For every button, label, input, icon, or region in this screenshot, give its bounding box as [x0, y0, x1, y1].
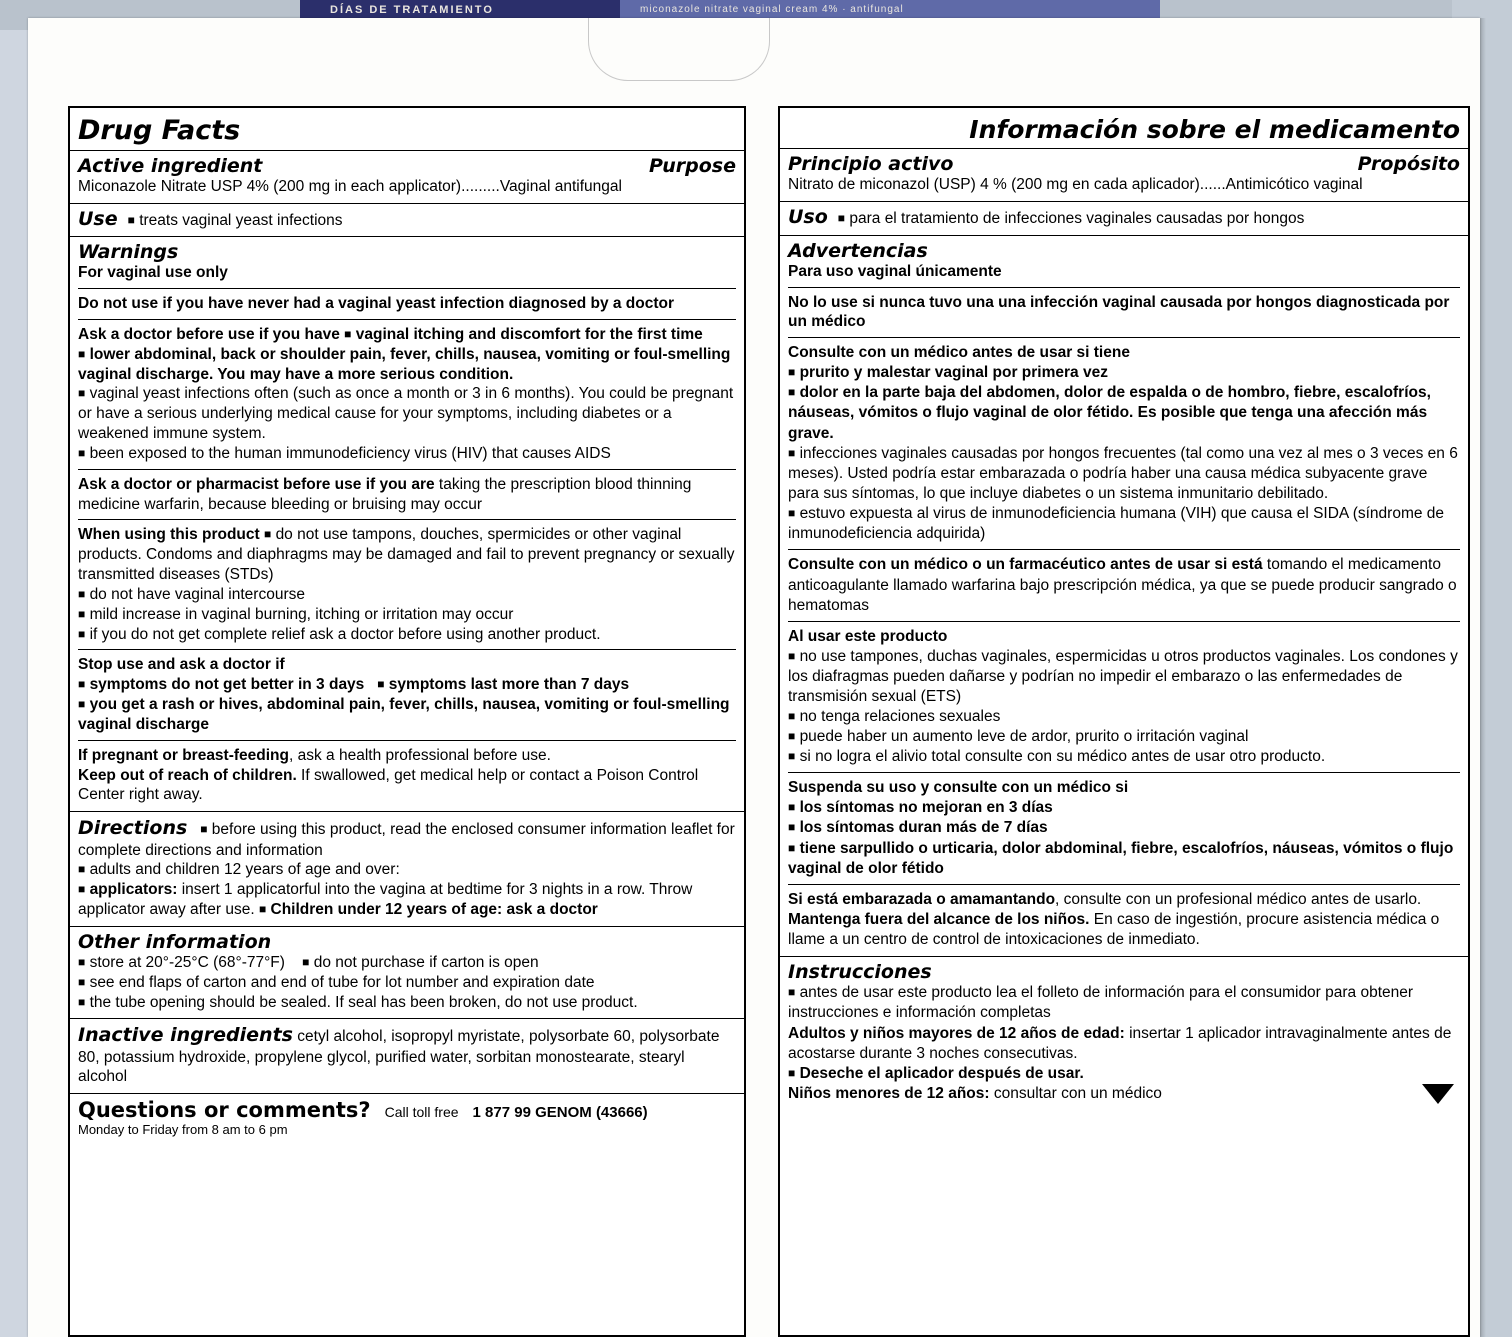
bullet-icon: ■ [344, 327, 352, 341]
bullet-icon: ■ [127, 212, 135, 227]
ask-doctor-heading-spanish: Consulte con un médico antes de usar si tiene [788, 344, 1130, 362]
stop-use-bullet-3: you get a rash or hives, abdominal pain, fever, chills, nausea, vomiting or foul-smelling vaginal discharge [78, 696, 730, 733]
bullet-icon: ■ [788, 820, 796, 835]
bullet-icon: ■ [78, 626, 86, 641]
directions-bullet-2: adults and children 12 years of age and over: [89, 861, 400, 879]
warnings-label-spanish: Advertencias [788, 239, 928, 262]
when-using-bullet-2: do not have vaginal intercourse [89, 585, 305, 603]
directions-discard-spanish: Deseche el aplicador después de usar. [799, 1064, 1084, 1082]
spanish-warnings-block [780, 236, 1468, 957]
stop-use-heading-spanish: Suspenda su uso y consulte con un médico si [788, 779, 1129, 797]
bullet-icon: ■ [78, 606, 86, 621]
ask-pharmacist-heading: Ask a doctor or pharmacist before use if you are [78, 475, 435, 493]
active-ingredient-label-spanish: Principio activo [788, 152, 954, 175]
questions-phone-number[interactable]: 1 877 99 GENOM (43666) [472, 1104, 648, 1122]
page-title: Drug Facts [78, 115, 241, 146]
active-ingredient-text: Miconazole Nitrate USP 4% (200 mg in each applicator).........Vaginal antifungal [78, 177, 622, 195]
bullet-icon: ■ [78, 954, 86, 969]
when-using-bullet-3-spanish: puede haber un aumento leve de ardor, prurito o irritación vaginal [799, 728, 1249, 746]
stop-use-bullet-2: symptoms last more than 7 days [388, 676, 630, 694]
when-using-bullet-1: do not use tampons, douches, spermicides or other vaginal products. Condoms and diaphragms may be damaged and fail to prevent pregnancy or sexually transmitted diseases (STDs) [78, 526, 735, 584]
pregnant-warning-bold-spanish: Si está embarazada o amamantando [788, 890, 1056, 908]
bullet-icon: ■ [78, 994, 86, 1009]
bullet-icon: ■ [788, 800, 796, 815]
ask-pharmacist-heading-spanish: Consulte con un médico o un farmacéutico antes de usar si está [788, 556, 1263, 574]
bullet-icon: ■ [788, 985, 796, 1000]
spanish-drug-facts-panel [778, 106, 1470, 1337]
spanish-use-block [780, 202, 1468, 236]
bullet-icon: ■ [264, 527, 272, 542]
keep-away-bold: Keep out of reach of children. [78, 766, 297, 784]
inactive-ingredients-label: Inactive ingredients [78, 1024, 293, 1047]
ask-doctor-bullet-4: been exposed to the human immunodeficiency virus (HIV) that causes AIDS [89, 444, 611, 462]
bullet-icon: ■ [788, 365, 796, 380]
other-info-bullet-3: see end flaps of carton and end of tube for lot number and expiration date [89, 973, 595, 991]
bullet-icon: ■ [788, 749, 796, 764]
directions-bullet-1-spanish: antes de usar este producto lea el folleto de información para el consumidor para obtener instrucciones e información completas [788, 984, 1414, 1022]
ask-doctor-bullet-1: vaginal itching and discomfort for the first time [355, 326, 703, 343]
hang-hole-tab [588, 18, 770, 81]
keep-away-bold-spanish: Mantenga fuera del alcance de los niños. [788, 910, 1090, 928]
stop-use-bullet-2-spanish: los síntomas duran más de 7 días [799, 819, 1048, 837]
bullet-icon: ■ [788, 1065, 796, 1080]
warnings-do-not-use: Do not use if you have never had a vaginal yeast infection diagnosed by a doctor [78, 295, 675, 313]
when-using-heading: When using this product [78, 526, 260, 544]
english-active-ingredient-block [70, 151, 744, 204]
ask-doctor-bullet-2-spanish: dolor en la parte baja del abdomen, dolor de espalda o de hombro, fiebre, escalofríos, náuseas, vómitos o flujo vaginal de olor fétido. Es posible que tenga una afección más grave. [788, 384, 1431, 442]
pregnant-warning-rest: , ask a health professional before use. [289, 746, 551, 764]
bullet-icon: ■ [788, 445, 796, 460]
other-info-bullet-2: do not purchase if carton is open [313, 953, 539, 971]
directions-applicators-label: applicators: [89, 881, 178, 899]
active-ingredient-label: Active ingredient [78, 154, 263, 177]
spanish-active-ingredient-block [780, 149, 1468, 202]
warnings-vaginal-use-only: For vaginal use only [78, 264, 228, 282]
warnings-do-not-use-spanish: No lo use si nunca tuvo una una infección vaginal causada por hongos diagnosticada por un médico [788, 293, 1450, 331]
ask-pharmacist-text-spanish: tomando el medicamento anticoagulante llamado warfarina bajo prescripción médica, ya que se puede producir sangrado o hematomas [788, 556, 1457, 614]
bullet-icon: ■ [78, 882, 86, 897]
when-using-heading-spanish: Al usar este producto [788, 627, 948, 645]
directions-label: Directions [78, 817, 188, 840]
directions-bullet-1: before using this product, read the enclosed consumer information leaflet for complete directions and information [78, 821, 735, 859]
other-information-label: Other information [78, 930, 272, 953]
when-using-bullet-4: if you do not get complete relief ask a doctor before using another product. [89, 625, 601, 643]
bullet-icon: ■ [377, 677, 385, 692]
ask-doctor-bullet-4-spanish: estuvo expuesta al virus de inmunodeficiencia humana (VIH) que causa el SIDA (síndrome de inmunodeficiencia adquirida) [788, 505, 1445, 543]
directions-adults-text-spanish: insertar 1 aplicador intravaginalmente antes de acostarse durante 3 noches consecutivas. [788, 1024, 1452, 1062]
directions-label-spanish: Instrucciones [788, 961, 932, 984]
directions-adults-label-spanish: Adultos y niños mayores de 12 años de edad: [788, 1024, 1125, 1042]
ask-doctor-bullet-1-spanish: prurito y malestar vaginal por primera vez [799, 364, 1108, 382]
questions-label: Questions or comments? [78, 1098, 371, 1123]
other-info-bullet-4: the tube opening should be sealed. If seal has been broken, do not use product. [89, 993, 638, 1011]
bullet-icon: ■ [788, 506, 796, 521]
active-ingredient-text-spanish: Nitrato de miconazol (USP) 4 % (200 mg en cada aplicador)......Antimicótico vaginal [788, 175, 1363, 193]
stop-use-bullet-1: symptoms do not get better in 3 days [89, 676, 365, 694]
keep-away-rest-spanish: En caso de ingestión, procure asistencia médica o llame a un centro de control de intoxicaciones de inmediato. [788, 910, 1440, 949]
english-drug-facts-panel [68, 106, 746, 1337]
drug-facts-label-sheet [28, 18, 1480, 1337]
keep-away-rest: If swallowed, get medical help or contact a Poison Control Center right away. [78, 766, 699, 804]
use-label: Use [78, 207, 118, 230]
inactive-ingredients-text: cetyl alcohol, isopropyl myristate, polysorbate 60, polysorbate 80, potassium hydroxide, propylene glycol, purified water, sorbitan monostearate, stearyl alcohol [78, 1028, 720, 1086]
when-using-bullet-4-spanish: si no logra el alivio total consulte con su médico antes de usar otro producto. [799, 748, 1326, 766]
ask-doctor-bullet-3: vaginal yeast infections often (such as once a month or 3 in 6 months). You could be pregnant or have a serious underlying medical cause for your symptoms, including diabetes or a weakened immune system. [78, 385, 734, 443]
bullet-icon: ■ [788, 840, 796, 855]
ask-doctor-heading: Ask a doctor before use if you have [78, 326, 340, 343]
bullet-icon: ■ [78, 386, 86, 401]
directions-applicators-text: insert 1 applicatorful into the vagina at bedtime for 3 nights in a row. Throw applicator away after use. [78, 881, 693, 919]
bullet-icon: ■ [302, 954, 310, 969]
english-use-block [70, 204, 744, 238]
purpose-label: Purpose [649, 154, 736, 177]
ask-pharmacist-text: taking the prescription blood thinning medicine warfarin, because bleeding or bruising may occur [78, 475, 692, 513]
bullet-icon: ■ [788, 709, 796, 724]
pregnant-warning-rest-spanish: , consulte con un profesional médico antes de usarlo. [1055, 890, 1422, 908]
carton-text-primary: DÍAS DE TRATAMIENTO [330, 4, 494, 16]
directions-children-label-spanish: Niños menores de 12 años: [788, 1084, 990, 1102]
warnings-vaginal-use-only-spanish: Para uso vaginal únicamente [788, 262, 1002, 280]
use-text-spanish: para el tratamiento de infecciones vaginales causadas por hongos [849, 209, 1305, 227]
spanish-directions-block [780, 957, 1468, 1110]
bullet-icon: ■ [258, 902, 267, 917]
purpose-label-spanish: Propósito [1357, 152, 1460, 175]
when-using-bullet-2-spanish: no tenga relaciones sexuales [799, 708, 1001, 726]
bullet-icon: ■ [78, 445, 86, 460]
spanish-title-block [780, 108, 1468, 149]
english-inactive-ingredients-block [70, 1019, 744, 1094]
pregnant-warning-bold: If pregnant or breast-feeding [78, 746, 289, 764]
directions-children-text: Children under 12 years of age: ask a doctor [270, 901, 598, 919]
bullet-icon: ■ [78, 697, 86, 712]
stop-use-bullet-1-spanish: los síntomas no mejoran en 3 días [799, 799, 1053, 817]
english-warnings-block [70, 237, 744, 812]
english-title-block [70, 108, 744, 151]
bullet-icon: ■ [837, 210, 846, 225]
carton-text-secondary: miconazole nitrate vaginal cream 4% · antifungal [640, 4, 904, 15]
english-other-information-block [70, 927, 744, 1019]
use-label-spanish: Uso [788, 205, 828, 228]
bullet-icon: ■ [78, 586, 86, 601]
bullet-icon: ■ [788, 648, 796, 663]
warnings-label: Warnings [78, 241, 179, 264]
english-directions-block [70, 812, 744, 927]
other-info-bullet-1: store at 20°-25°C (68°-77°F) [89, 953, 285, 971]
bullet-icon: ■ [788, 385, 796, 400]
page-title-spanish: Información sobre el medicamento [969, 115, 1460, 144]
questions-hours: Monday to Friday from 8 am to 6 pm [78, 1122, 288, 1138]
when-using-bullet-1-spanish: no use tampones, duchas vaginales, espermicidas u otros productos vaginales. Los condones y los diafragmas pueden dañarse y podrían no impedir el embarazo o las enfermedades de transmisión sexual (ETS) [788, 647, 1458, 705]
questions-call-label: Call toll free [384, 1104, 459, 1121]
ask-doctor-bullet-2: lower abdominal, back or shoulder pain, fever, chills, nausea, vomiting or foul-smelling vaginal discharge. You may have a more serious condition. [78, 345, 731, 383]
when-using-bullet-3: mild increase in vaginal burning, itching or irritation may occur [89, 605, 514, 623]
english-questions-block [70, 1094, 744, 1143]
stop-use-heading: Stop use and ask a doctor if [78, 656, 285, 674]
bullet-icon: ■ [78, 346, 86, 361]
use-text: treats vaginal yeast infections [139, 211, 343, 229]
arrow-down-icon [1422, 1084, 1454, 1104]
directions-children-text-spanish: consultar con un médico [989, 1084, 1162, 1102]
bullet-icon: ■ [78, 862, 86, 877]
bullet-icon: ■ [78, 974, 86, 989]
bullet-icon: ■ [78, 677, 86, 692]
bullet-icon: ■ [200, 822, 208, 837]
ask-doctor-bullet-3-spanish: infecciones vaginales causadas por hongos frecuentes (tal como una vez al mes o 3 veces en 6 meses). Usted podría estar embarazada o podría haber una causa médica subyacente grave para sus síntomas, lo que incluye diabetes o un sistema inmunitario debilitado. [788, 444, 1458, 502]
bullet-icon: ■ [788, 729, 796, 744]
stop-use-bullet-3-spanish: tiene sarpullido o urticaria, dolor abdominal, fiebre, escalofríos, náuseas, vómitos o flujo vaginal de olor fétido [788, 839, 1454, 877]
